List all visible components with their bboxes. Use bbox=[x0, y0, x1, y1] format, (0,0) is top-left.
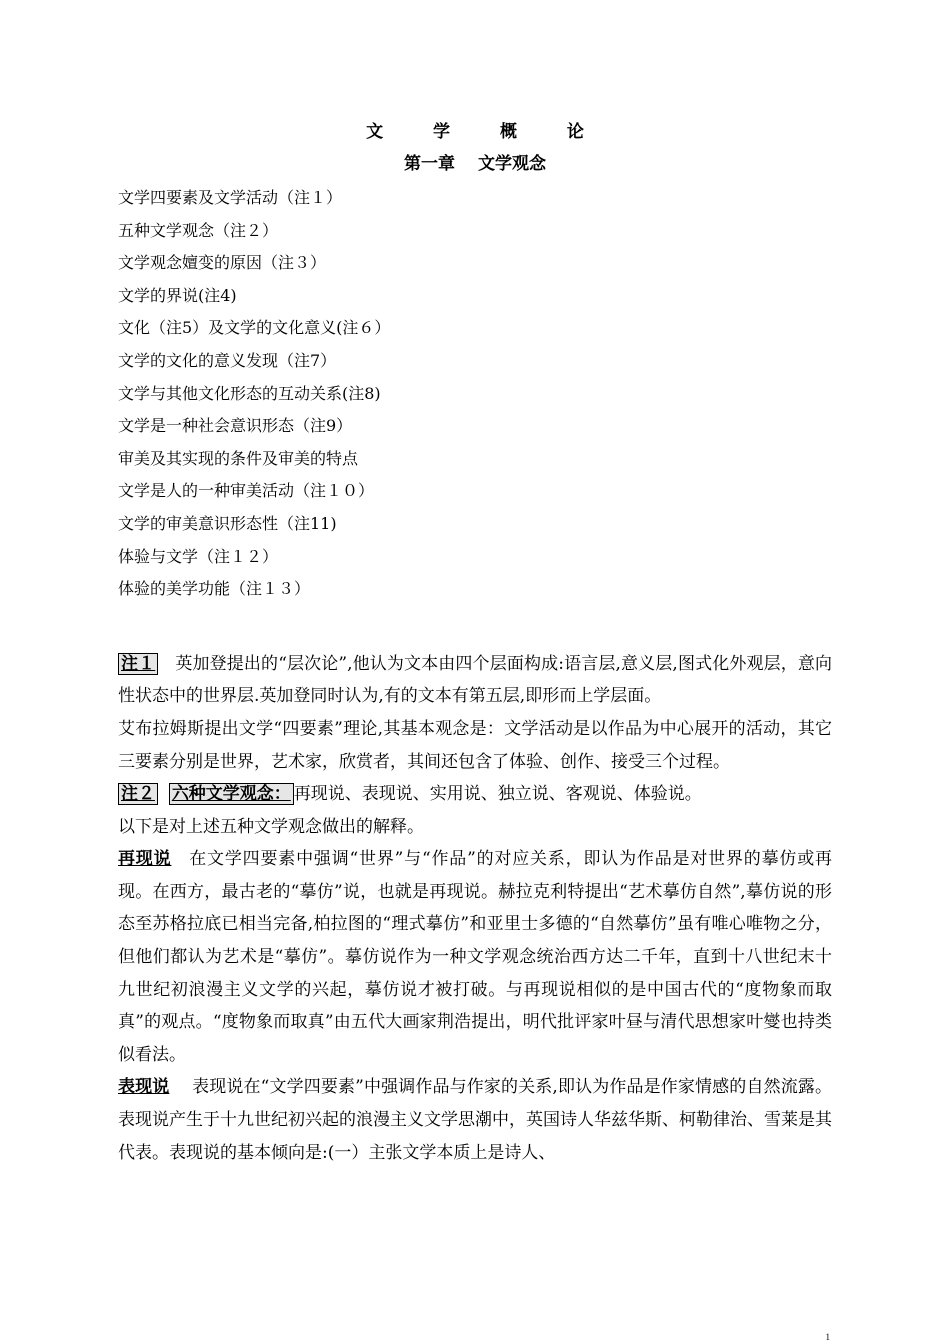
abrams-paragraph: 艾布拉姆斯提出文学“四要素”理论,其基本观念是：文学活动是以作品为中心展开的活动，其它三要素分别是世界，艺术家，欣赏者，其间还包含了体验、创作、接受三个过程。 bbox=[118, 718, 832, 772]
toc-item: 文化（注5）及文学的文化意义(注６） bbox=[118, 318, 391, 338]
toc-item: 文学与其他文化形态的互动关系(注8) bbox=[118, 383, 381, 403]
zaixian-text: 在文学四要素中强调“世界”与“作品”的对应关系，即认为作品是对世界的摹仿或再现。在西方，最古老的“摹仿”说，也就是再现说。赫拉克利特提出“艺术摹仿自然”,摹仿说的形态至苏格拉底已相当完备,柏拉图的“理式摹仿”和亚里士多德的“自然摹仿”虽有唯心唯物之分，但他们都认为艺术是“摹仿”。摹仿说作为一种文学观念统治西方达二千年，直到十八世纪末十九世纪初浪漫主义文学的兴起，摹仿说才被打破。与再现说相似的是中国古代的“度物象而取真”的观点。“度物象而取真”由五代大画家荆浩提出，明代批评家叶昼与清代思想家叶燮也持类似看法。 bbox=[118, 849, 833, 1065]
toc-item: 文学四要素及文学活动（注１） bbox=[118, 188, 343, 207]
page-number: 1 bbox=[825, 1332, 830, 1342]
toc-item: 体验与文学（注１２） bbox=[118, 546, 279, 566]
intro-paragraph: 以下是对上述五种文学观念做出的解释。 bbox=[118, 816, 424, 837]
document-page bbox=[118, 116, 832, 1169]
note1-label: 注１ bbox=[118, 653, 158, 675]
biaoxian-paragraph bbox=[118, 1071, 832, 1169]
table-of-contents bbox=[118, 182, 832, 606]
toc-item: 文学的文化的意义发现（注7） bbox=[118, 350, 337, 370]
zaixian-paragraph bbox=[118, 843, 832, 1071]
note1-paragraph bbox=[118, 648, 832, 713]
toc-item: 文学的界说(注4) bbox=[118, 285, 237, 305]
toc-item: 文学的审美意识形态性（注11) bbox=[118, 513, 337, 533]
note1-text: 英加登提出的“层次论”,他认为文本由四个层面构成:语言层,意义层,图式化外观层，意向性状态中的世界层.英加登同时认为,有的文本有第五层,即形而上学层面。 bbox=[118, 653, 832, 707]
toc-item: 审美及其实现的条件及审美的特点 bbox=[118, 448, 359, 468]
toc-item: 文学是一种社会意识形态（注9） bbox=[118, 416, 353, 436]
toc-item: 文学是人的一种审美活动（注１０） bbox=[118, 481, 375, 501]
note2-paragraph bbox=[118, 778, 832, 811]
biaoxian-term: 表现说 bbox=[118, 1077, 170, 1098]
note2-label: 注２ bbox=[118, 783, 158, 805]
chapter-title: 第一章 文学观念 bbox=[404, 154, 546, 174]
document-title: 文 学 概 论 bbox=[366, 122, 606, 142]
spacer bbox=[118, 606, 832, 648]
toc-item: 文学观念嬗变的原因（注３） bbox=[118, 253, 327, 273]
toc-item: 五种文学观念（注２） bbox=[118, 220, 279, 240]
zaixian-term: 再现说 bbox=[118, 849, 172, 870]
six-concepts-label: 六种文学观念： bbox=[169, 783, 294, 805]
biaoxian-text: 表现说在“文学四要素”中强调作品与作家的关系,即认为作品是作家情感的自然流露。表现说产生于十九世纪初兴起的浪漫主义文学思潮中，英国诗人华兹华斯、柯勒律治、雪莱是其代表。表现说的基本倾向是:(一）主张文学本质上是诗人、 bbox=[118, 1077, 832, 1163]
toc-item: 体验的美学功能（注１３） bbox=[118, 579, 311, 599]
note2-text: 再现说、表现说、实用说、独立说、客观说、体验说。 bbox=[293, 784, 702, 805]
